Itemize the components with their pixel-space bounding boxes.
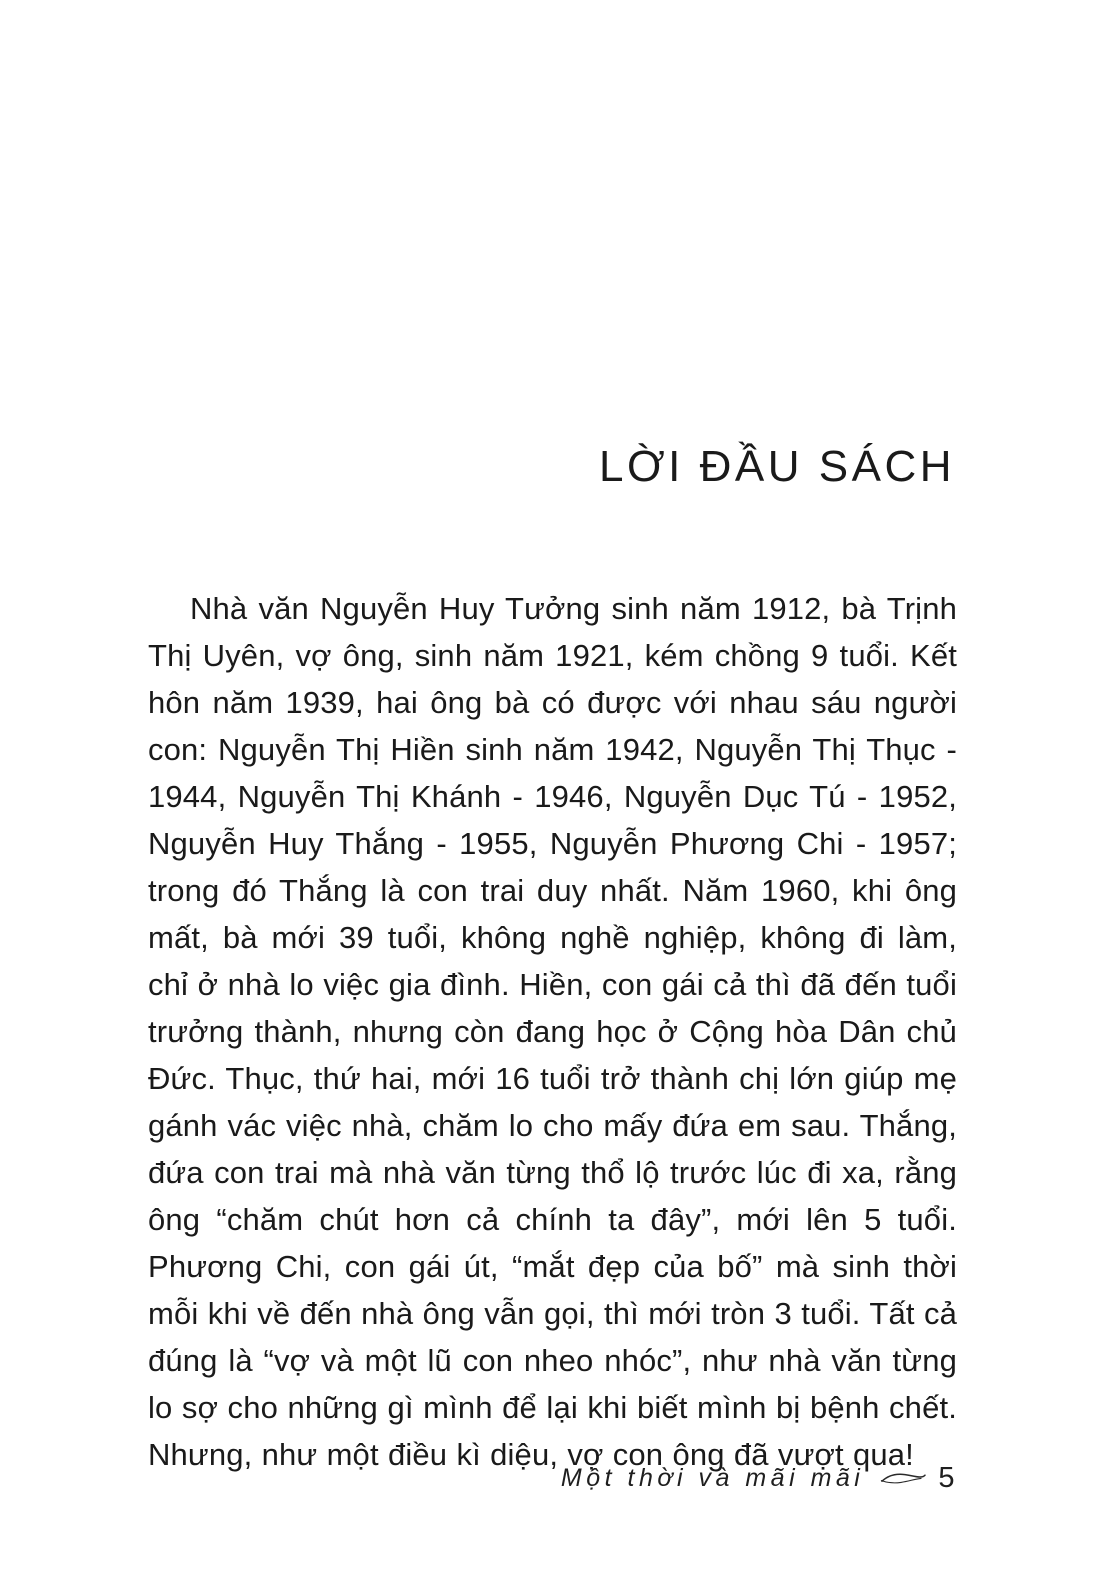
swash-flourish-ornament [880, 1464, 926, 1494]
page-number: 5 [938, 1462, 955, 1494]
page-footer [148, 1462, 955, 1495]
page-title: LỜI ĐẦU SÁCH [598, 442, 955, 492]
body-paragraph: Nhà văn Nguyễn Huy Tưởng sinh năm 1912, bà Trịnh Thị Uyên, vợ ông, sinh năm 1921, kém chồng 9 tuổi. Kết hôn năm 1939, hai ông bà có được với nhau sáu người con: Nguyễn Thị Hiền sinh năm 1942, Nguyễn Thị Thục - 1944, Nguyễn Thị Khánh - 1946, Nguyễn Dục Tú - 1952, Nguyễn Huy Thắng - 1955, Nguyễn Phương Chi - 1957; trong đó Thắng là con trai duy nhất. Năm 1960, khi ông mất, bà mới 39 tuổi, không nghề nghiệp, không đi làm, chỉ ở nhà lo việc gia đình. Hiền, con gái cả thì đã đến tuổi trưởng thành, nhưng còn đang học ở Cộng hòa Dân chủ Đức. Thục, thứ hai, mới 16 tuổi trở thành chị lớn giúp mẹ gánh vác việc nhà, chăm lo cho mấy đứa em sau. Thắng, đứa con trai mà nhà văn từng thổ lộ trước lúc đi xa, rằng ông “chăm chút hơn cả chính ta đây”, mới lên 5 tuổi. Phương Chi, con gái út, “mắt đẹp của bố” mà sinh thời mỗi khi về đến nhà ông vẫn gọi, thì mới tròn 3 tuổi. Tất cả đúng là “vợ và một lũ con nheo nhóc”, như nhà văn từng lo sợ cho những gì mình để lại khi biết mình bị bệnh chết. Nhưng, như một điều kì diệu, vợ con ông đã vượt qua! [148, 591, 957, 1472]
body-text-block [148, 585, 957, 1478]
footer-book-title: Một thời và mãi mãi [560, 1464, 865, 1492]
